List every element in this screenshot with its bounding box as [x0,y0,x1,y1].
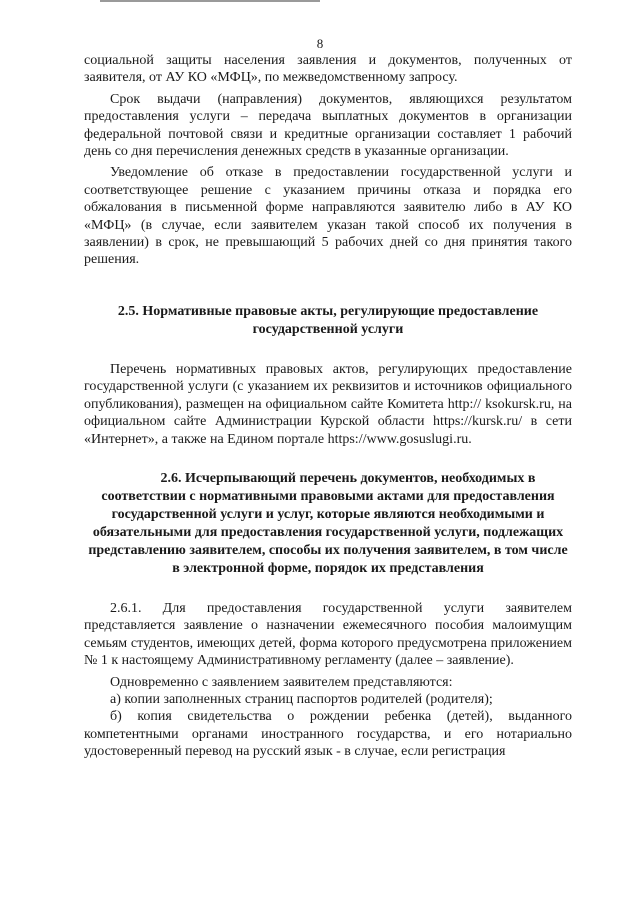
page-number: 8 [316,36,324,51]
top-rule [100,0,320,2]
list-item-a: а) копии заполненных страниц паспортов родителей (родителя); [110,691,493,707]
paragraph-refusal-notice: Уведомление об отказе в предоставлении государственной услуги и соответствующее решение с указанием причины отказа и порядка его обжалования в письменной форме направляются заявителю либо в АУ КО «МФЦ» (в случае, если заявителем указан такой способ их получения в заявлении) в срок, не превышающий 5 рабочих дней со дня принятия такого решения. [84,165,572,268]
section-heading-2-6: 2.6. Исчерпывающий перечень документов, необходимых в соответствии с нормативными правовыми актами для предоставления государственной услуги и услуг, которые являются необходимыми и обязательными для предоставления государственной услуги, подлежащих представлению заявителем, способы их получения заявителем, в том числе в электронной форме, порядок их представления [88,470,568,576]
paragraph-attached-docs: Одновременно с заявлением заявителем представляются: [110,674,453,690]
paragraph-issuance-term: Срок выдачи (направления) документов, являющихся результатом предоставления услуги – передача выплатных документов в организации федеральной почтовой связи и кредитные организации составляет 1 рабочий день со дня перечисления денежных средств в указанные организации. [84,91,572,160]
section-heading-2-5: 2.5. Нормативные правовые акты, регулирующие предоставление государственной услуги [117,303,539,337]
document-body [84,52,572,761]
paragraph-legal-acts-list: Перечень нормативных правовых актов, регулирующих предоставление государственной услуги (с указанием их реквизитов и источников официального опубликования), размещен на официальном сайте Комитета http:// ksokursk.ru, на официальном сайте Администрации Курской области https://kursk.ru/ в сети «Интернет», а также на Едином портале https://www.gosuslugi.ru. [84,361,572,447]
list-item-b: б) копия свидетельства о рождении ребенка (детей), выданного компетентными органами иностранного государства, и его нотариально удостоверенный перевод на русский язык - в случае, если регистрация [84,709,572,760]
paragraph-continuation: социальной защиты населения заявления и документов, полученных от заявителя, от АУ КО «МФЦ», по межведомственному запросу. [84,53,572,86]
paragraph-2-6-1: 2.6.1. Для предоставления государственной услуги заявителем представляется заявление о назначении ежемесячного пособия малоимущим семьям студентов, имеющих детей, форма которого предусмотрена приложением № 1 к настоящему Административному регламенту (далее – заявление). [84,600,572,669]
